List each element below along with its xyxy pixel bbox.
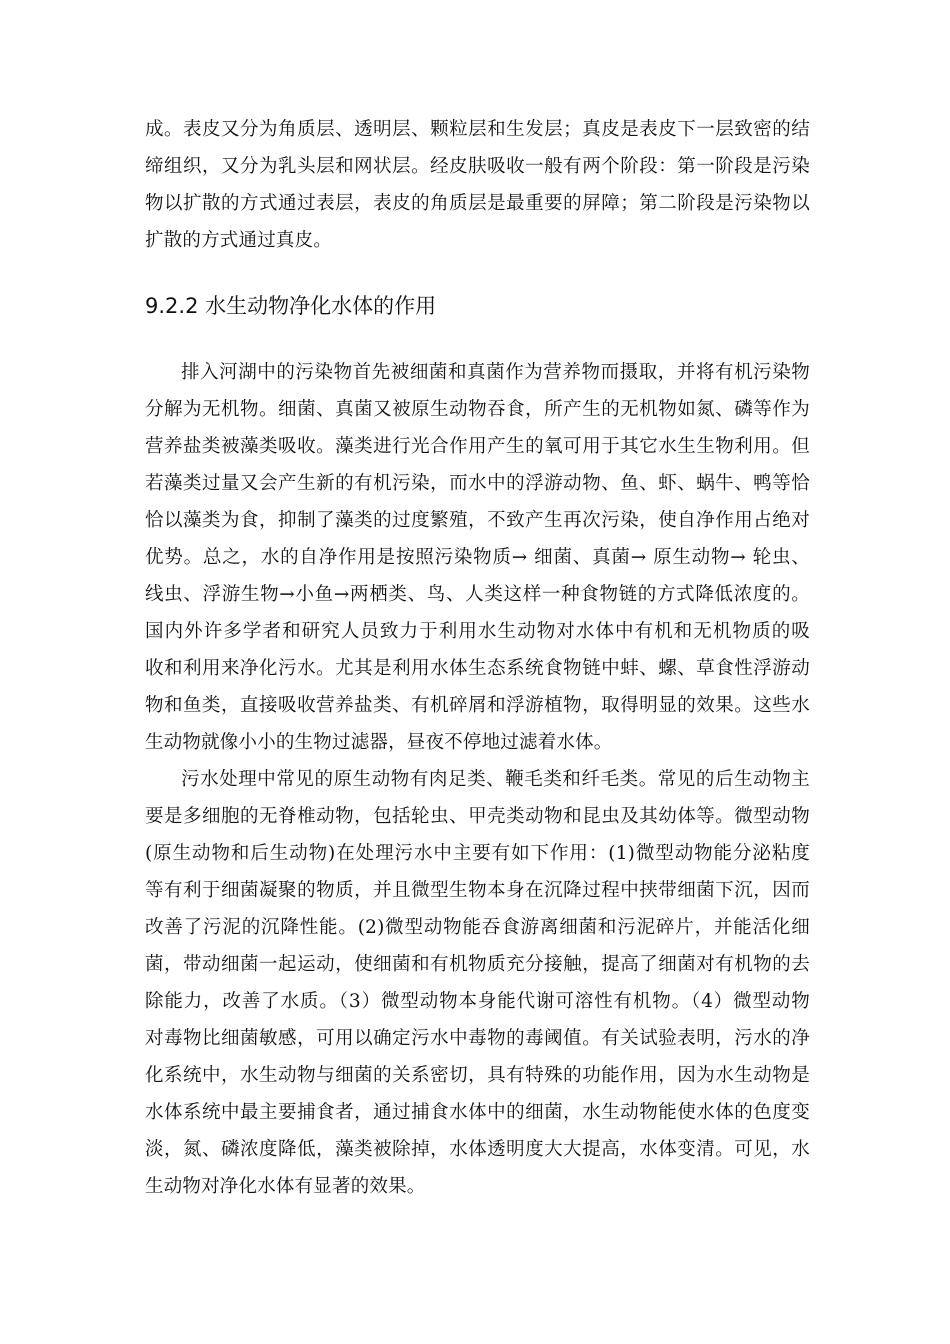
- p1-line-9: 收和利用来净化污水。尤其是利用水体生态系统食物链中蚌、螺、草食性浮游动: [145, 658, 810, 679]
- p2-line-11: 淡，氮、磷浓度降低，藻类被除掉，水体透明度大大提高，水体变清。可见，水: [145, 1139, 810, 1160]
- p2-line-3: (原生动物和后生动物)在处理污水中主要有如下作用：(1)微型动物能分泌粘度: [145, 843, 810, 864]
- p1-line-2: 分解为无机物。细菌、真菌又被原生动物吞食，所产生的无机物如氮、磷等作为: [145, 399, 810, 420]
- p2-line-10: 水体系统中最主要捕食者，通过捕食水体中的细菌，水生动物能使水体的色度变: [145, 1102, 810, 1123]
- intro-line-4: 扩散的方式通过真皮。: [145, 230, 333, 251]
- p2-line-2: 要是多细胞的无脊椎动物，包括轮虫、甲壳类动物和昆虫及其幼体等。微型动物: [145, 806, 810, 827]
- p2-line-1: 污水处理中常见的原生动物有肉足类、鞭毛类和纤毛类。常见的后生动物主: [181, 769, 810, 790]
- p2-line-4: 等有利于细菌凝聚的物质，并且微型生物本身在沉降过程中挟带细菌下沉，因而: [145, 880, 810, 901]
- p2-line-12: 生动物对净化水体有显著的效果。: [145, 1176, 426, 1197]
- intro-line-2: 缔组织，又分为乳头层和网状层。经皮肤吸收一般有两个阶段：第一阶段是污染: [145, 156, 810, 177]
- p1-line-10: 物和鱼类，直接吸收营养盐类、有机碎屑和浮游植物，取得明显的效果。这些水: [145, 695, 810, 716]
- p1-line-8: 国内外许多学者和研究人员致力于利用水生动物对水体中有机和无机物质的吸: [145, 621, 810, 642]
- p1-line-6: 优势。总之，水的自净作用是按照污染物质→ 细菌、真菌→ 原生动物→ 轮虫、: [145, 547, 810, 568]
- p1-line-3: 营养盐类被藻类吸收。藻类进行光合作用产生的氧可用于其它水生生物利用。但: [145, 436, 810, 457]
- p1-line-4: 若藻类过量又会产生新的有机污染，而水中的浮游动物、鱼、虾、蜗牛、鸭等恰: [145, 473, 810, 494]
- p2-line-8: 对毒物比细菌敏感，可用以确定污水中毒物的毒阈值。有关试验表明，污水的净: [145, 1028, 810, 1049]
- p1-line-5: 恰以藻类为食，抑制了藻类的过度繁殖，不致产生再次污染，使自净作用占绝对: [145, 510, 810, 531]
- p1-line-7: 线虫、浮游生物→小鱼→两栖类、鸟、人类这样一种食物链的方式降低浓度的。: [145, 584, 810, 605]
- intro-line-1: 成。表皮又分为角质层、透明层、颗粒层和生发层；真皮是表皮下一层致密的结: [145, 119, 810, 140]
- p2-line-5: 改善了污泥的沉降性能。(2)微型动物能吞食游离细菌和污泥碎片，并能活化细: [145, 917, 810, 938]
- p1-line-1: 排入河湖中的污染物首先被细菌和真菌作为营养物而摄取，并将有机污染物: [181, 362, 810, 383]
- p2-line-9: 化系统中，水生动物与细菌的关系密切，具有特殊的功能作用，因为水生动物是: [145, 1065, 810, 1086]
- p1-line-11: 生动物就像小小的生物过滤器，昼夜不停地过滤着水体。: [145, 732, 613, 753]
- intro-line-3: 物以扩散的方式通过表层，表皮的角质层是最重要的屏障；第二阶段是污染物以: [145, 193, 810, 214]
- p2-line-6: 菌，带动细菌一起运动，使细菌和有机物质充分接触，提高了细菌对有机物的去: [145, 954, 810, 975]
- section-heading: 9.2.2 水生动物净化水体的作用: [145, 294, 437, 318]
- p2-line-7: 除能力，改善了水质。（3）微型动物本身能代谢可溶性有机物。（4）微型动物: [145, 991, 810, 1012]
